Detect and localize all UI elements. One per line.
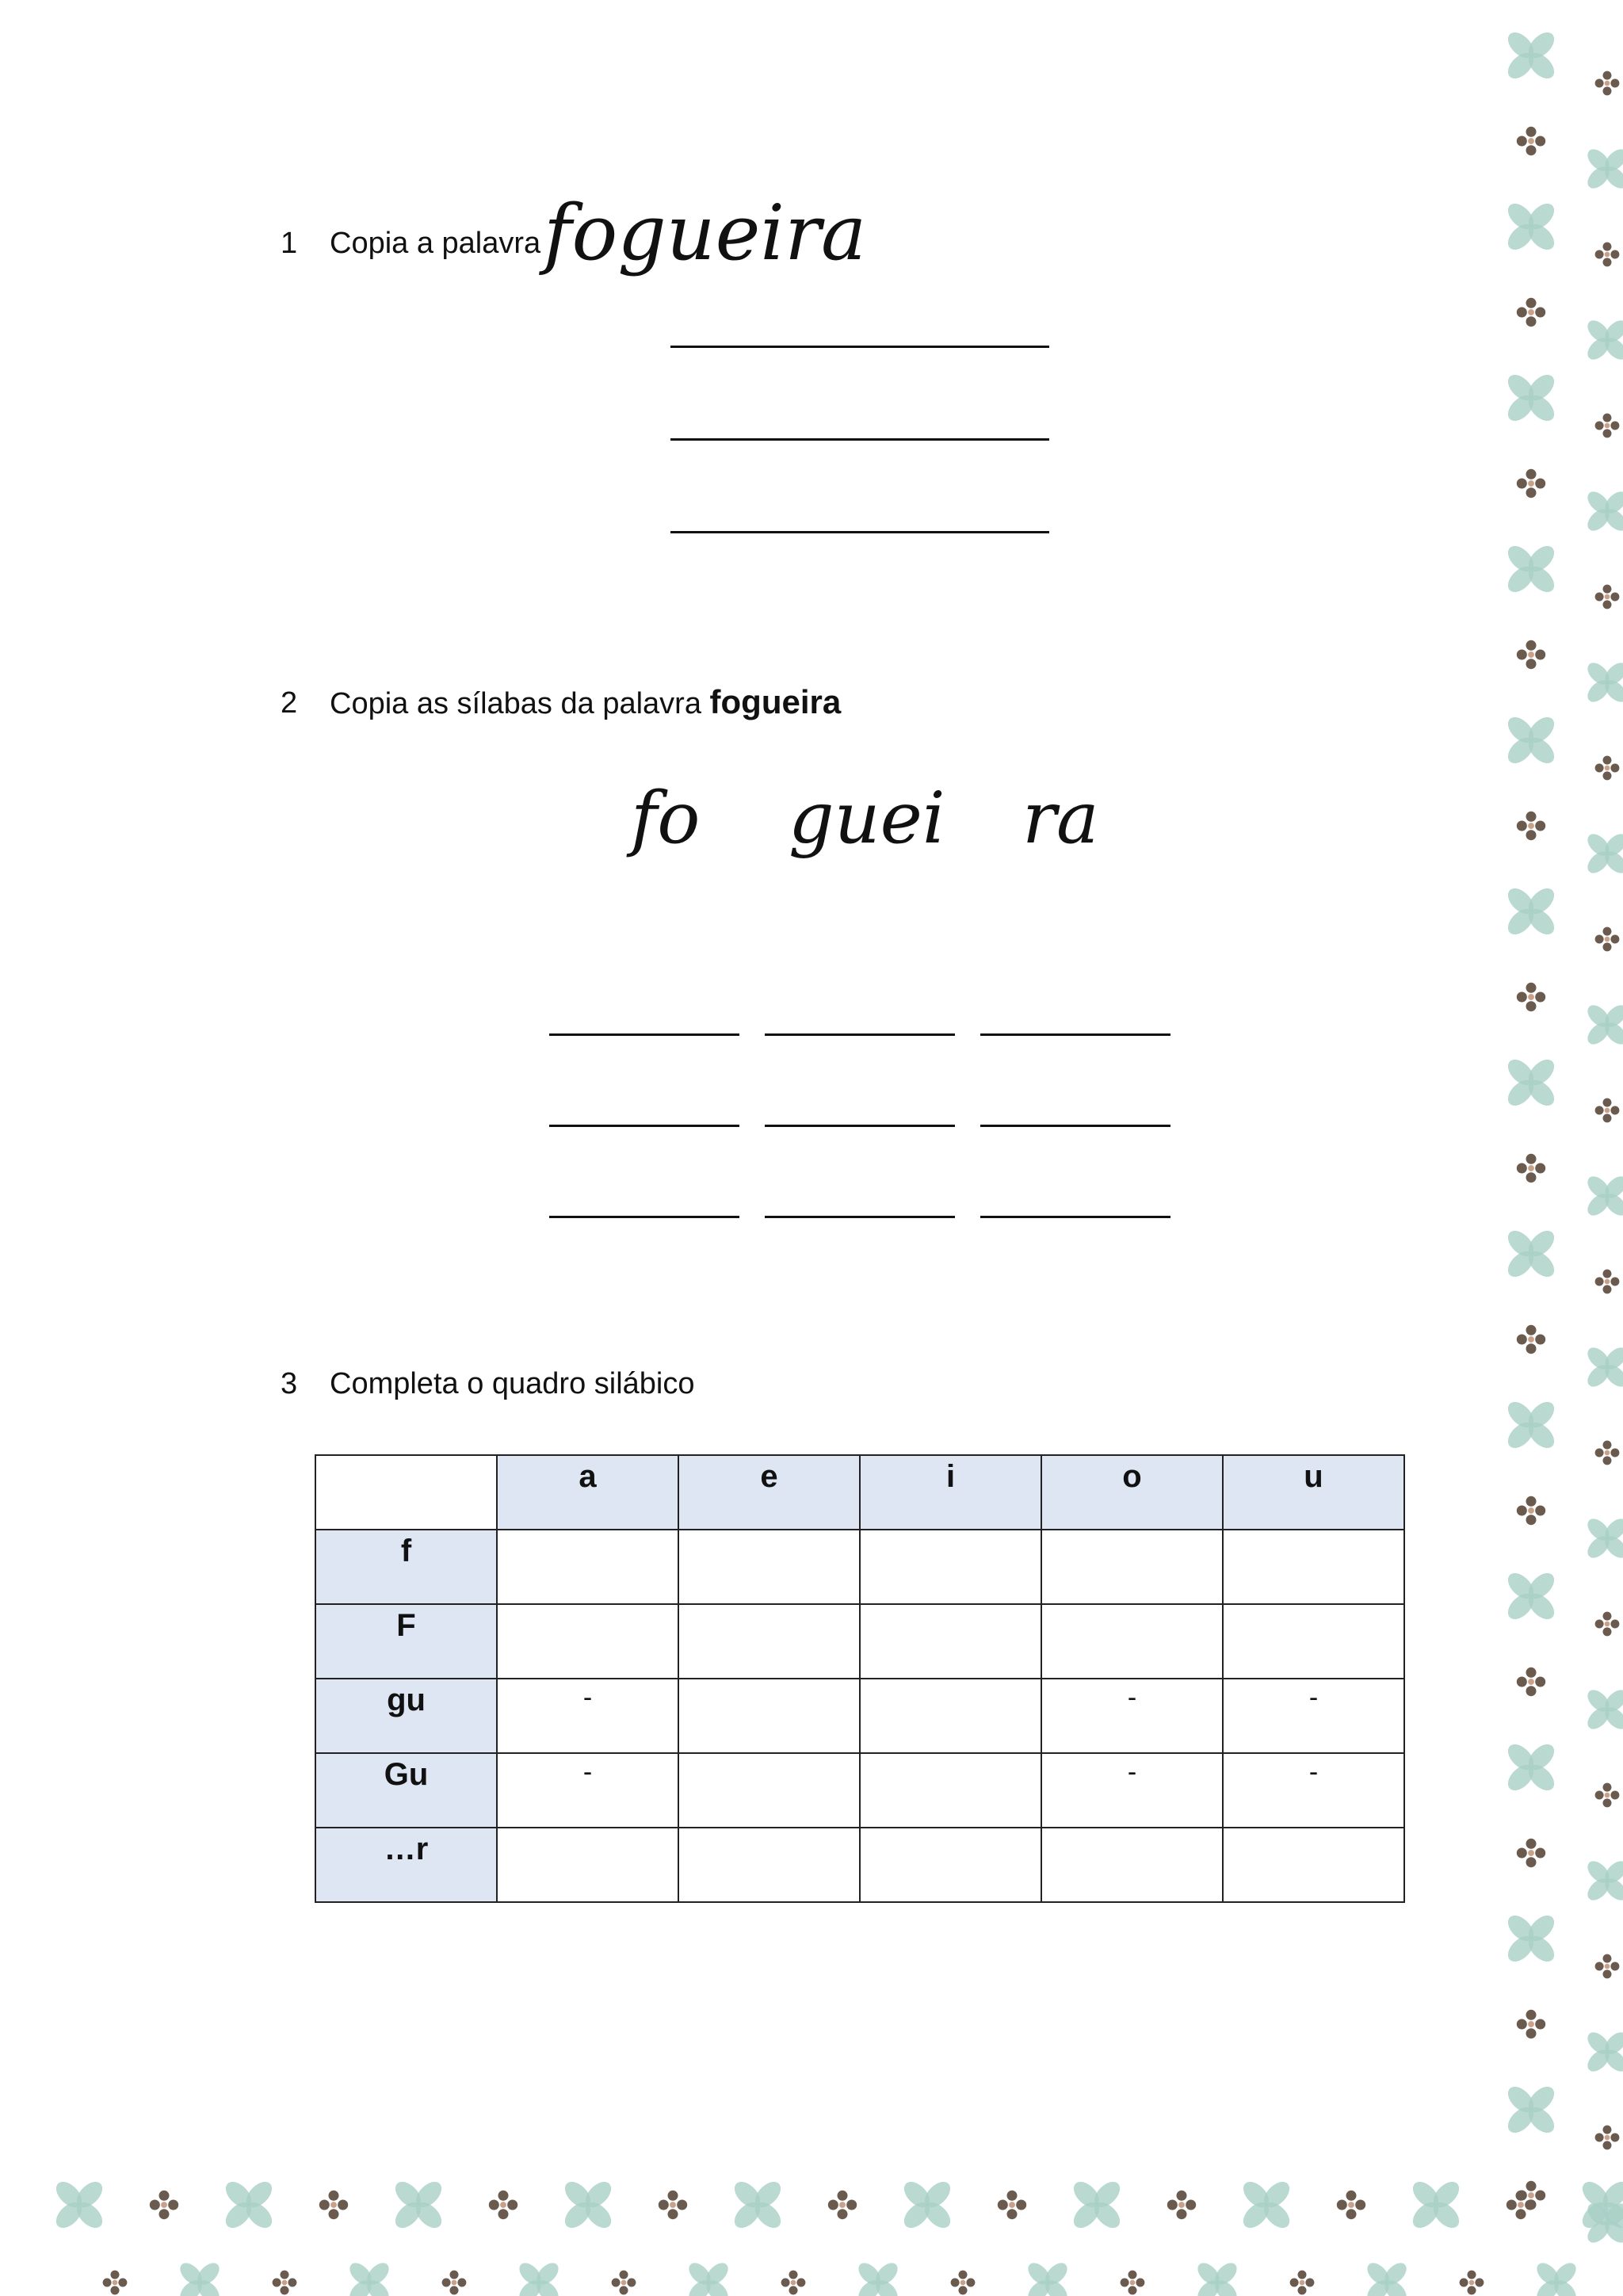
leaf-ornament-icon — [515, 2259, 562, 2296]
leaf-ornament-icon — [391, 2177, 446, 2233]
leaf-ornament-icon — [1583, 1001, 1623, 1048]
flower-ornament-icon — [1595, 756, 1620, 781]
flower-ornament-icon — [1517, 298, 1545, 327]
leaf-ornament-icon — [346, 2259, 392, 2296]
column-header: o — [1041, 1455, 1223, 1530]
flower-ornament-icon — [1517, 2010, 1545, 2038]
leaf-ornament-icon — [1503, 1055, 1559, 1110]
flower-ornament-icon — [1517, 1668, 1545, 1696]
table-cell[interactable] — [860, 1604, 1041, 1679]
question-1-instruction: Copia a palavra — [330, 227, 541, 260]
table-cell[interactable] — [860, 1753, 1041, 1828]
flower-ornament-icon — [828, 2191, 857, 2219]
leaf-ornament-icon — [1583, 1172, 1623, 1219]
flower-ornament-icon — [1595, 1441, 1620, 1465]
flower-ornament-icon — [1517, 983, 1545, 1011]
leaf-ornament-icon — [1533, 2259, 1579, 2296]
syllable-writing-line[interactable] — [549, 1125, 739, 1127]
flower-ornament-icon — [1167, 2191, 1196, 2219]
leaf-ornament-icon — [685, 2259, 731, 2296]
table-cell-dash: - — [1041, 1753, 1223, 1828]
table-row — [315, 1828, 1404, 1902]
table-cell[interactable] — [678, 1530, 860, 1604]
flower-ornament-icon — [1595, 71, 1620, 96]
row-header: F — [315, 1604, 497, 1679]
flower-ornament-icon — [1595, 1954, 1620, 1979]
flower-ornament-icon — [659, 2191, 687, 2219]
table-cell[interactable] — [1223, 1604, 1404, 1679]
flower-ornament-icon — [1337, 2191, 1365, 2219]
flower-ornament-icon — [1595, 585, 1620, 609]
leaf-ornament-icon — [1503, 884, 1559, 939]
leaf-ornament-icon — [730, 2177, 785, 2233]
flower-ornament-icon — [1595, 1270, 1620, 1294]
table-cell[interactable] — [1041, 1828, 1223, 1902]
leaf-ornament-icon — [560, 2177, 616, 2233]
question-2-instruction: Copia as sílabas da palavra — [330, 687, 701, 720]
flower-ornament-icon — [998, 2191, 1026, 2219]
flower-ornament-icon — [1121, 2271, 1145, 2295]
table-row — [315, 1530, 1404, 1604]
leaf-ornament-icon — [1503, 1740, 1559, 1795]
flower-ornament-icon — [1517, 640, 1545, 669]
table-cell[interactable] — [497, 1530, 678, 1604]
leaf-ornament-icon — [1583, 659, 1623, 705]
leaf-ornament-icon — [1363, 2259, 1410, 2296]
leaf-ornament-icon — [1583, 1515, 1623, 1561]
table-header-row — [315, 1455, 1404, 1530]
table-cell-dash: - — [1041, 1679, 1223, 1753]
flower-ornament-icon — [781, 2271, 806, 2295]
leaf-ornament-icon — [1069, 2177, 1125, 2233]
syllable-writing-line[interactable] — [549, 1033, 739, 1036]
flower-ornament-icon — [1517, 1325, 1545, 1354]
flower-ornament-icon — [489, 2191, 517, 2219]
syllable-cursive: ra — [1022, 777, 1099, 860]
leaf-ornament-icon — [1503, 1911, 1559, 1966]
flower-ornament-icon — [103, 2271, 128, 2295]
table-cell[interactable] — [860, 1679, 1041, 1753]
leaf-ornament-icon — [1583, 487, 1623, 534]
flower-ornament-icon — [1460, 2271, 1484, 2295]
table-cell[interactable] — [497, 1604, 678, 1679]
table-cell[interactable] — [1223, 1828, 1404, 1902]
syllable-writing-line[interactable] — [980, 1216, 1170, 1218]
table-cell[interactable] — [1041, 1530, 1223, 1604]
flower-ornament-icon — [1595, 2126, 1620, 2150]
question-1-number: 1 — [281, 227, 298, 260]
decorative-border-right — [1498, 0, 1623, 2296]
table-cell-dash: - — [497, 1679, 678, 1753]
leaf-ornament-icon — [1583, 1686, 1623, 1733]
table-cell[interactable] — [860, 1828, 1041, 1902]
table-cell[interactable] — [678, 1679, 860, 1753]
table-cell-dash: - — [497, 1753, 678, 1828]
flower-ornament-icon — [612, 2271, 636, 2295]
question-2-text — [330, 683, 841, 721]
table-cell[interactable] — [678, 1604, 860, 1679]
row-header: gu — [315, 1679, 497, 1753]
leaf-ornament-icon — [1503, 28, 1559, 83]
column-header: a — [497, 1455, 678, 1530]
leaf-ornament-icon — [1583, 1857, 1623, 1904]
question-3-number: 3 — [281, 1367, 298, 1400]
flower-ornament-icon — [1595, 1098, 1620, 1123]
flower-ornament-icon — [1595, 1612, 1620, 1637]
syllable-cursive: guei — [789, 777, 945, 860]
flower-ornament-icon — [1517, 1839, 1545, 1867]
leaf-ornament-icon — [1503, 370, 1559, 426]
leaf-ornament-icon — [1583, 1343, 1623, 1390]
syllable-writing-line[interactable] — [980, 1125, 1170, 1127]
flower-ornament-icon — [1517, 812, 1545, 840]
leaf-ornament-icon — [1503, 712, 1559, 768]
flower-ornament-icon — [273, 2271, 297, 2295]
leaf-ornament-icon — [1583, 316, 1623, 363]
flower-ornament-icon — [1290, 2271, 1315, 2295]
leaf-ornament-icon — [1503, 541, 1559, 597]
flower-ornament-icon — [1595, 1783, 1620, 1808]
flower-ornament-icon — [1517, 1154, 1545, 1182]
question-2-word: fogueira — [709, 683, 842, 720]
table-cell[interactable] — [678, 1828, 860, 1902]
leaf-ornament-icon — [1578, 2177, 1623, 2233]
flower-ornament-icon — [951, 2271, 976, 2295]
table-cell[interactable] — [678, 1753, 860, 1828]
flower-ornament-icon — [150, 2191, 178, 2219]
leaf-ornament-icon — [1503, 199, 1559, 254]
leaf-ornament-icon — [1503, 1568, 1559, 1624]
decorative-border-bottom — [0, 2172, 1623, 2296]
question-2-number: 2 — [281, 686, 298, 720]
table-cell[interactable] — [1223, 1530, 1404, 1604]
flower-ornament-icon — [442, 2271, 467, 2295]
row-header: …r — [315, 1828, 497, 1902]
syllable-writing-line[interactable] — [765, 1216, 955, 1218]
leaf-ornament-icon — [1024, 2259, 1071, 2296]
flower-ornament-icon — [319, 2191, 348, 2219]
flower-ornament-icon — [1595, 414, 1620, 438]
table-corner-cell — [315, 1455, 497, 1530]
flower-ornament-icon — [1517, 1496, 1545, 1525]
table-row — [315, 1604, 1404, 1679]
leaf-ornament-icon — [1583, 830, 1623, 877]
syllable-table — [315, 1454, 1405, 1903]
writing-line[interactable] — [670, 438, 1049, 441]
leaf-ornament-icon — [1583, 2028, 1623, 2075]
leaf-ornament-icon — [1583, 145, 1623, 192]
writing-line[interactable] — [670, 531, 1049, 533]
leaf-ornament-icon — [1408, 2177, 1464, 2233]
flower-ornament-icon — [1595, 243, 1620, 267]
question-3-text: Completa o quadro silábico — [330, 1367, 695, 1400]
table-cell-dash: - — [1223, 1679, 1404, 1753]
question-1-cursive-word: fogueira — [544, 189, 867, 277]
leaf-ornament-icon — [1503, 2082, 1559, 2137]
leaf-ornament-icon — [176, 2259, 223, 2296]
flower-ornament-icon — [1517, 469, 1545, 498]
writing-line[interactable] — [670, 346, 1049, 348]
syllable-writing-line[interactable] — [765, 1033, 955, 1036]
table-cell-dash: - — [1223, 1753, 1404, 1828]
leaf-ornament-icon — [1193, 2259, 1240, 2296]
leaf-ornament-icon — [854, 2259, 901, 2296]
row-header: Gu — [315, 1753, 497, 1828]
table-row — [315, 1753, 1404, 1828]
leaf-ornament-icon — [1239, 2177, 1294, 2233]
leaf-ornament-icon — [221, 2177, 277, 2233]
table-cell[interactable] — [497, 1828, 678, 1902]
leaf-ornament-icon — [52, 2177, 107, 2233]
column-header: i — [860, 1455, 1041, 1530]
table-row — [315, 1679, 1404, 1753]
question-1-text — [330, 227, 540, 261]
column-header: e — [678, 1455, 860, 1530]
leaf-ornament-icon — [1503, 1226, 1559, 1282]
flower-ornament-icon — [1595, 927, 1620, 952]
leaf-ornament-icon — [1503, 1397, 1559, 1453]
leaf-ornament-icon — [899, 2177, 955, 2233]
table-cell[interactable] — [1041, 1604, 1223, 1679]
column-header: u — [1223, 1455, 1404, 1530]
flower-ornament-icon — [1517, 127, 1545, 155]
table-cell[interactable] — [860, 1530, 1041, 1604]
syllable-writing-line[interactable] — [765, 1125, 955, 1127]
syllable-writing-line[interactable] — [980, 1033, 1170, 1036]
syllable-writing-line[interactable] — [549, 1216, 739, 1218]
row-header: f — [315, 1530, 497, 1604]
flower-ornament-icon — [1507, 2191, 1535, 2219]
syllable-cursive: fo — [631, 777, 701, 860]
